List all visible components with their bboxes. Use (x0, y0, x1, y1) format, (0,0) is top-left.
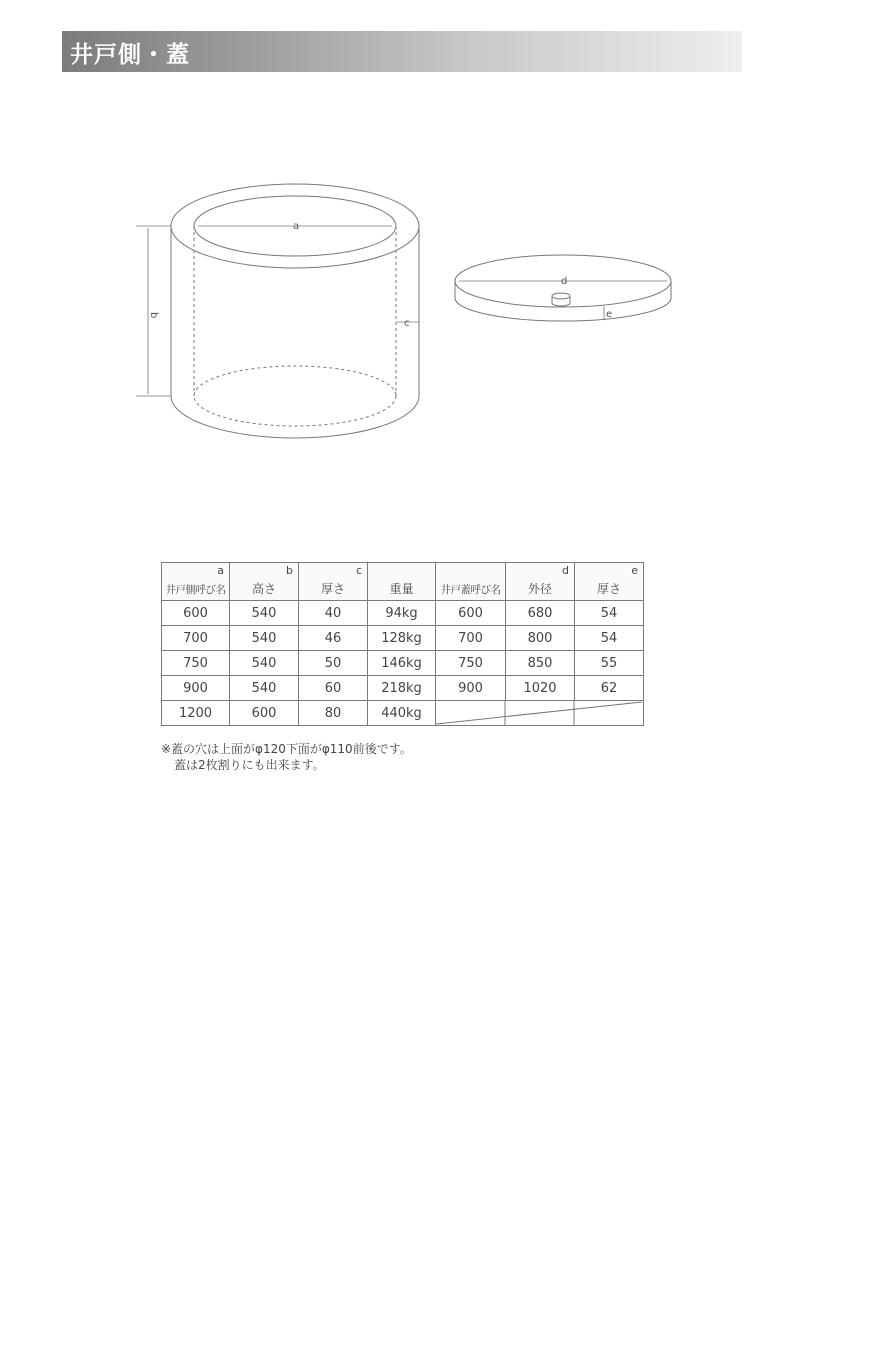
table-cell: 146kg (368, 651, 436, 676)
table-cell: 40 (299, 601, 368, 626)
table-cell: 600 (230, 701, 299, 726)
col-header-lid-name: 井戸蓋呼び名 (436, 563, 506, 601)
well-diagram (0, 0, 869, 500)
table-cell: 540 (230, 676, 299, 701)
label-c: c (404, 318, 410, 329)
col-header-thickness: c 厚さ (299, 563, 368, 601)
table-cell: 540 (230, 601, 299, 626)
table-cell: 850 (506, 651, 575, 676)
table-cell: 700 (162, 626, 230, 651)
table-cell: 540 (230, 626, 299, 651)
empty-cell-diagonal (436, 701, 642, 725)
table-cell: 1020 (506, 676, 575, 701)
table-cell: 62 (575, 676, 644, 701)
table-cell: 750 (162, 651, 230, 676)
col-header-weight: 重量 (368, 563, 436, 601)
table-cell: 46 (299, 626, 368, 651)
table-cell: 54 (575, 601, 644, 626)
table-cell: 540 (230, 651, 299, 676)
col-header-lid-thickness: e 厚さ (575, 563, 644, 601)
table-cell: 218kg (368, 676, 436, 701)
table-row (162, 676, 644, 701)
table-cell: 94kg (368, 601, 436, 626)
table-cell: 54 (575, 626, 644, 651)
table-cell: 60 (299, 676, 368, 701)
note-line-1: ※蓋の穴は上面がφ120下面がφ110前後です。 (161, 742, 412, 756)
spec-table (161, 562, 644, 726)
table-row (162, 601, 644, 626)
table-cell: 80 (299, 701, 368, 726)
table-cell: 900 (436, 676, 506, 701)
table-cell: 750 (436, 651, 506, 676)
table-cell: 1200 (162, 701, 230, 726)
col-header-outer-diameter: d 外径 (506, 563, 575, 601)
table-cell: 50 (299, 651, 368, 676)
col-header-height: b 高さ (230, 563, 299, 601)
table-row (162, 626, 644, 651)
col-header-well-name: a 井戸側呼び名 (162, 563, 230, 601)
table-cell: 680 (506, 601, 575, 626)
label-a: a (293, 221, 300, 232)
well-cylinder-drawing (136, 184, 419, 438)
label-d: d (561, 276, 568, 287)
table-row (162, 701, 644, 726)
label-b: b (148, 312, 159, 319)
table-cell: 800 (506, 626, 575, 651)
note-line-2: 蓋は2枚割りにも出来ます。 (174, 758, 325, 772)
notes (161, 741, 412, 773)
table-cell: 900 (162, 676, 230, 701)
table-cell: 600 (162, 601, 230, 626)
table-cell: 440kg (368, 701, 436, 726)
table-cell: 128kg (368, 626, 436, 651)
table-header-row (162, 563, 644, 601)
table-row (162, 651, 644, 676)
table-cell: 55 (575, 651, 644, 676)
table-cell: 600 (436, 601, 506, 626)
table-cell-empty (436, 701, 644, 726)
table-cell: 700 (436, 626, 506, 651)
label-e: e (606, 309, 613, 320)
well-lid-drawing (455, 255, 671, 321)
section-title: 井戸側・蓋 (70, 42, 190, 68)
